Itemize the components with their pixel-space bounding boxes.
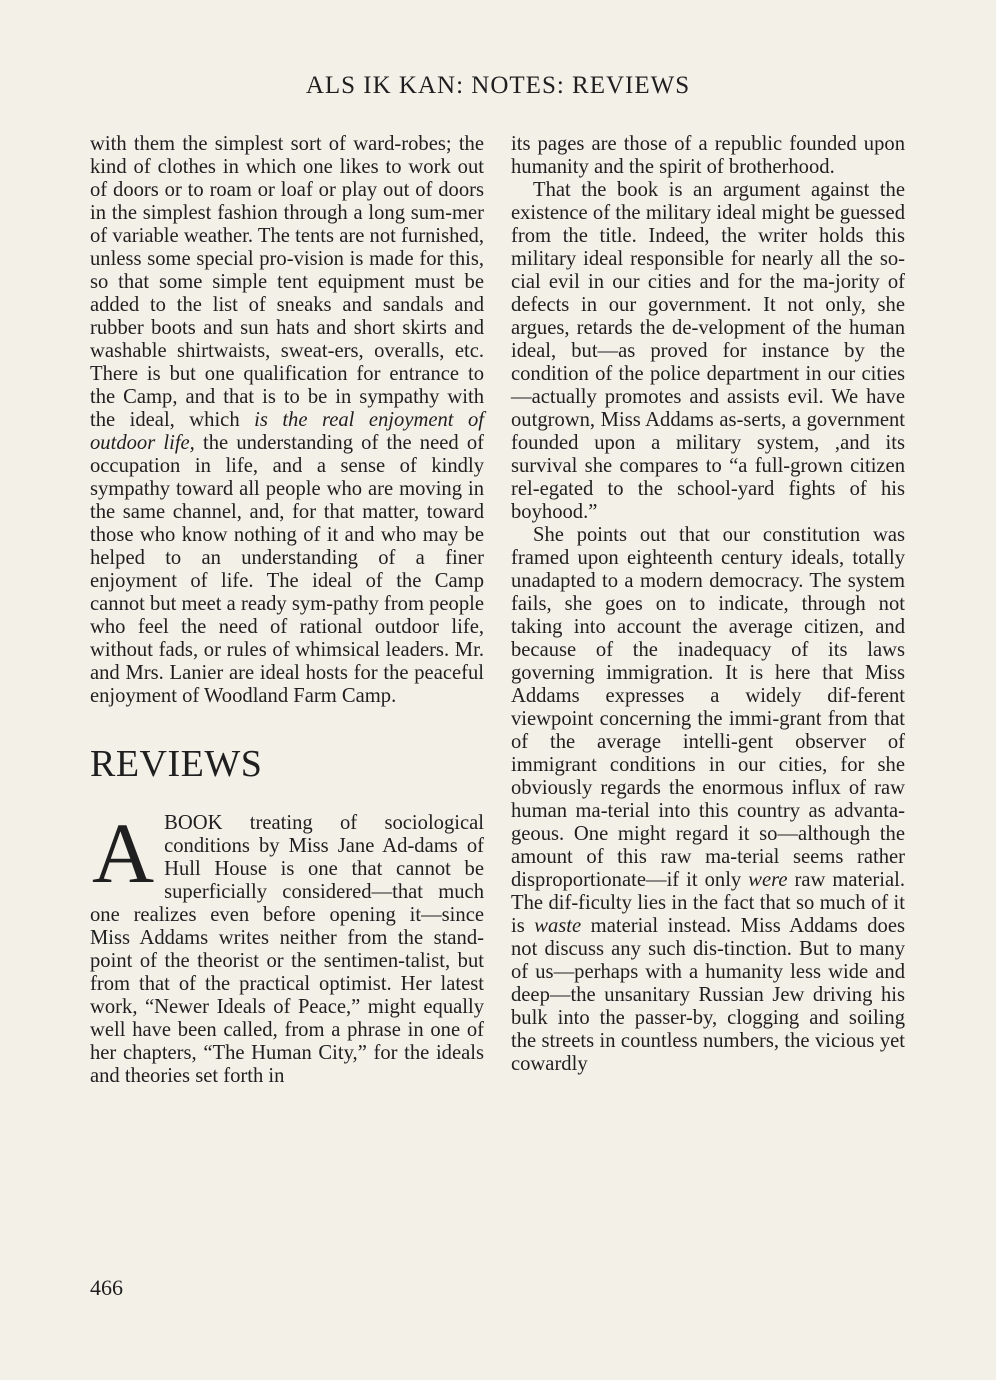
constitution-paragraph xyxy=(511,524,905,1076)
section-title-reviews: REVIEWS xyxy=(90,743,263,785)
constitution-text-a: She points out that our constitution was framed upon eighteenth century ideals, totally unadapted to a modern democracy. The system fails, she goes on to indicate, through not taking into account the average citizen, and because of the inadequacy of its laws governing immigration. It is here that Miss Addams expresses a widely dif-ferent viewpoint concerning the immi-grant from that of the average intelli-gent observer of immigrant conditions in our cities, for she obviously regards the enormous influx of raw human ma-terial into this country as advanta-geous. One might regard it so—although the amount of this raw ma-terial seems rather disproportionate—if it only xyxy=(511,524,905,891)
review-continuation-paragraph: its pages are those of a republic founded upon humanity and the spirit of brotherhood. xyxy=(511,133,905,178)
review-opening-text: BOOK treating of sociological conditions by Miss Jane Ad-dams of Hull House is one that cannot be superficially considered—that much one realizes even before opening it—since Miss Addams writes neither from the stand-point of the theorist or the sentimen-talist, but from that of the practical optimist. Her latest work, “Newer Ideals of Peace,” might equally well have been called, from a phrase in one of her chapters, “The Human City,” for the ideals and theories set forth in xyxy=(90,812,484,1087)
right-column xyxy=(511,133,905,1076)
page-number: 466 xyxy=(90,1275,123,1300)
constitution-text-b: raw material. The dif-ficulty lies in the fact that so much of it is xyxy=(511,869,905,937)
camp-paragraph xyxy=(90,133,484,708)
camp-text-italic: is the real enjoyment of outdoor life, xyxy=(90,409,484,454)
camp-text-a: with them the simplest sort of ward-robes; the kind of clothes in which one likes to work out of doors or to roam or loaf or play out of doors in the simplest fashion through a long sum-mer of variable weather. The tents are not furnished, unless some special pro-vision is made for this, so that some simple tent equipment must be added to the list of sneaks and sandals and rubber boots and sun hats and short skirts and washable shirtwaists, sweat-ers, overalls, etc. There is but one qualification for entrance to the Camp, and that is to be in sympathy with the ideal, which xyxy=(90,133,484,431)
running-head: ALS IK KAN: NOTES: REVIEWS xyxy=(305,72,691,99)
military-ideal-paragraph: That the book is an argument against the existence of the military ideal might be guessed from the title. Indeed, the writer holds this military ideal responsible for nearly all the so-cial evil in our cities and for the ma-jority of defects in our government. It not only, she argues, retards the de-velopment of the human ideal, but—as proved for instance by the condition of the police department in our cities —actually promotes and assists evil. We have outgrown, Miss Addams as-serts, a government founded upon a military system, ,and its survival she compares to “a full-grown citizen rel-egated to the school-yard fights of his boyhood.” xyxy=(511,179,905,523)
camp-text-b: the understanding of the need of occupation in life, and a sense of kindly sympathy toward all people who are moving in the same channel, and, for that matter, toward those who know nothing of it and who may be helped to an understanding of a finer enjoyment of life. The ideal of the Camp cannot but meet a ready sym-pathy from people who feel the need of rational outdoor life, without fads, or rules of whimsical leaders. Mr. and Mrs. Lanier are ideal hosts for the peaceful enjoyment of Woodland Farm Camp. xyxy=(90,432,485,707)
italic-were: were xyxy=(748,869,788,891)
review-opening-paragraph xyxy=(90,805,484,1088)
italic-waste: waste xyxy=(534,915,582,937)
left-column xyxy=(90,133,484,1088)
drop-cap: A xyxy=(92,805,155,901)
constitution-text-c: material instead. Miss Addams does not discuss any such dis-tinction. But to many of us—perhaps with a humanity less wide and deep—the unsanitary Russian Jew driving his bulk into the passer-by, clogging and soiling the streets in countless numbers, the vicious yet cowardly xyxy=(511,915,905,1075)
